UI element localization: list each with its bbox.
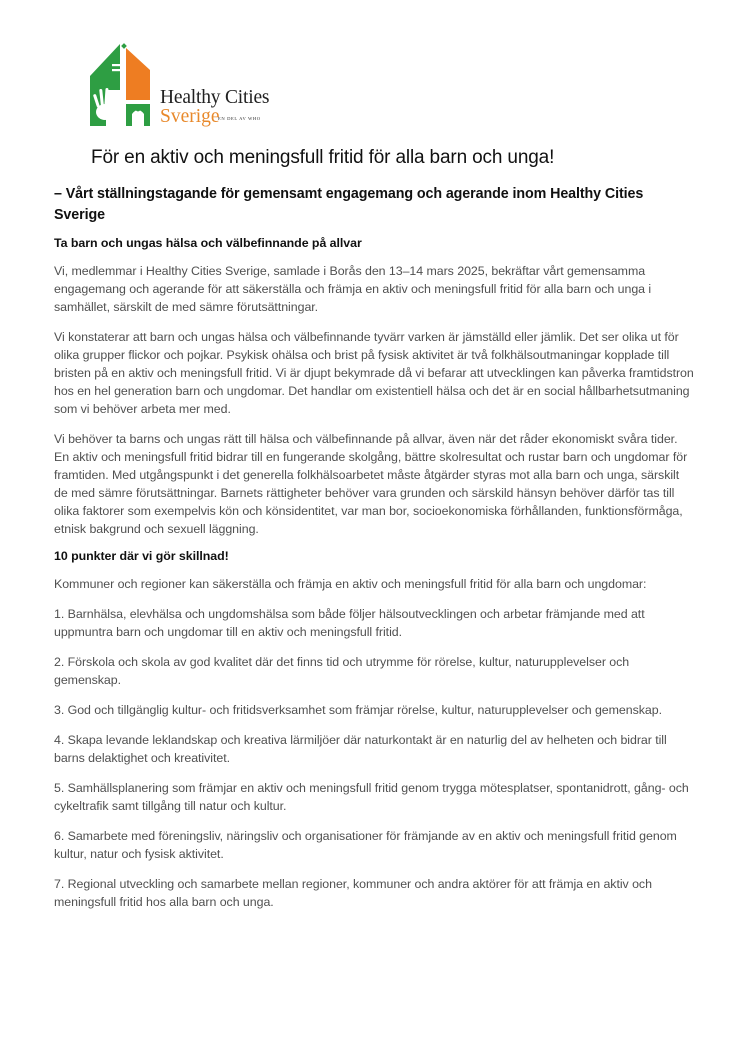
list-item: 4. Skapa levande leklandskap och kreativa lärmiljöer där naturkontakt är en naturlig del av helheten och bidrar till barns delaktighet och kreativitet. [54,733,667,765]
paragraph: Vi konstaterar att barn och ungas hälsa och välbefinnande tyvärr varken är jämställd eller jämlik. Det ser olika ut för olika grupper flickor och pojkar. Psykisk ohälsa och brist på fysisk aktivitet är två folkhälsoutmaningar kopplade till bristen på en aktiv och meningsfull fritid. Vi är djupt bekymrade då vi befarar att utvecklingen kan påverka framtidstron hos en hel generation barn och ungdomar. Det handlar om existentiell hälsa och det är en social hållbarhetsutmaning som vi behöver arbeta mer med. [54,330,694,416]
paragraph: Vi behöver ta barns och ungas rätt till hälsa och välbefinnande på allvar, även när det råder ekonomiskt svåra tider. En aktiv och meningsfull fritid bidrar till en fungerande skolgång, bättre skolresultat och rustar barn och ungdomar för framtiden. Med utgångspunkt i det generella folkhälsoarbetet måste åtgärder styras mot alla barn och unga, särskilt de med sämre förutsättningar. Barnets rättigheter behöver vara grunden och särskild hänsyn behöver därför tas till olika faktorer som exempelvis kön och könsidentitet, var man bor, socioekonomiska förhållanden, funktionsförmåga, etnisk bakgrund och sexuell läggning. [54,432,688,536]
document-body [54,235,694,923]
logo-text-healthy-cities: Healthy Cities [160,87,270,108]
list-item: 2. Förskola och skola av god kvalitet där det finns tid och utrymme för rörelse, kultur, naturupplevelser och gemenskap. [54,655,630,687]
list-item: 7. Regional utveckling och samarbete mellan regioner, kommuner och andra aktörer för att främja en aktiv och meningsfull fritid hos alla barn och unga. [54,877,652,909]
list-item: 1. Barnhälsa, elevhälsa och ungdomshälsa som både följer hälsoutvecklingen och arbetar främjande med att uppmuntra barn och ungdomar till en aktiv och meningsfull fritid. [54,607,645,639]
section-heading-ten-points: 10 punkter där vi gör skillnad! [54,549,229,563]
list-item: 5. Samhällsplanering som främjar en aktiv och meningsfull fritid genom trygga mötesplatser, spontanidrott, gång- och cykeltrafik samt tillgång till natur och kultur. [54,781,689,813]
logo-text-sverige: Sverige [160,106,220,127]
healthy-cities-logo [86,42,286,132]
logo-house-icon [86,42,158,126]
page-title: För en aktiv och meningsfull fritid för alla barn och unga! [91,147,555,168]
list-item: 6. Samarbete med föreningsliv, näringsliv och organisationer för främjande av en aktiv och meningsfull fritid genom kultur, natur och fysisk aktivitet. [54,829,677,861]
paragraph: Vi, medlemmar i Healthy Cities Sverige, samlade i Borås den 13–14 mars 2025, bekräftar vårt gemensamma engagemang och agerande för att säkerställa och främja en aktiv och meningsfull fritid för alla barn och unga i samhället, särskilt de med sämre förutsättningar. [54,264,652,314]
section-heading-health: Ta barn och ungas hälsa och välbefinnande på allvar [54,236,362,250]
list-item: 3. God och tillgänglig kultur- och fritidsverksamhet som främjar rörelse, kultur, naturupplevelser och gemenskap. [54,703,662,717]
points-intro: Kommuner och regioner kan säkerställa och främja en aktiv och meningsfull fritid för alla barn och ungdomar: [54,577,647,591]
logo-tagline: EN DEL AV WHO [218,116,261,121]
page-subtitle: – Vårt ställningstagande för gemensamt engagemang och agerande inom Healthy Cities Sverige [54,186,644,223]
